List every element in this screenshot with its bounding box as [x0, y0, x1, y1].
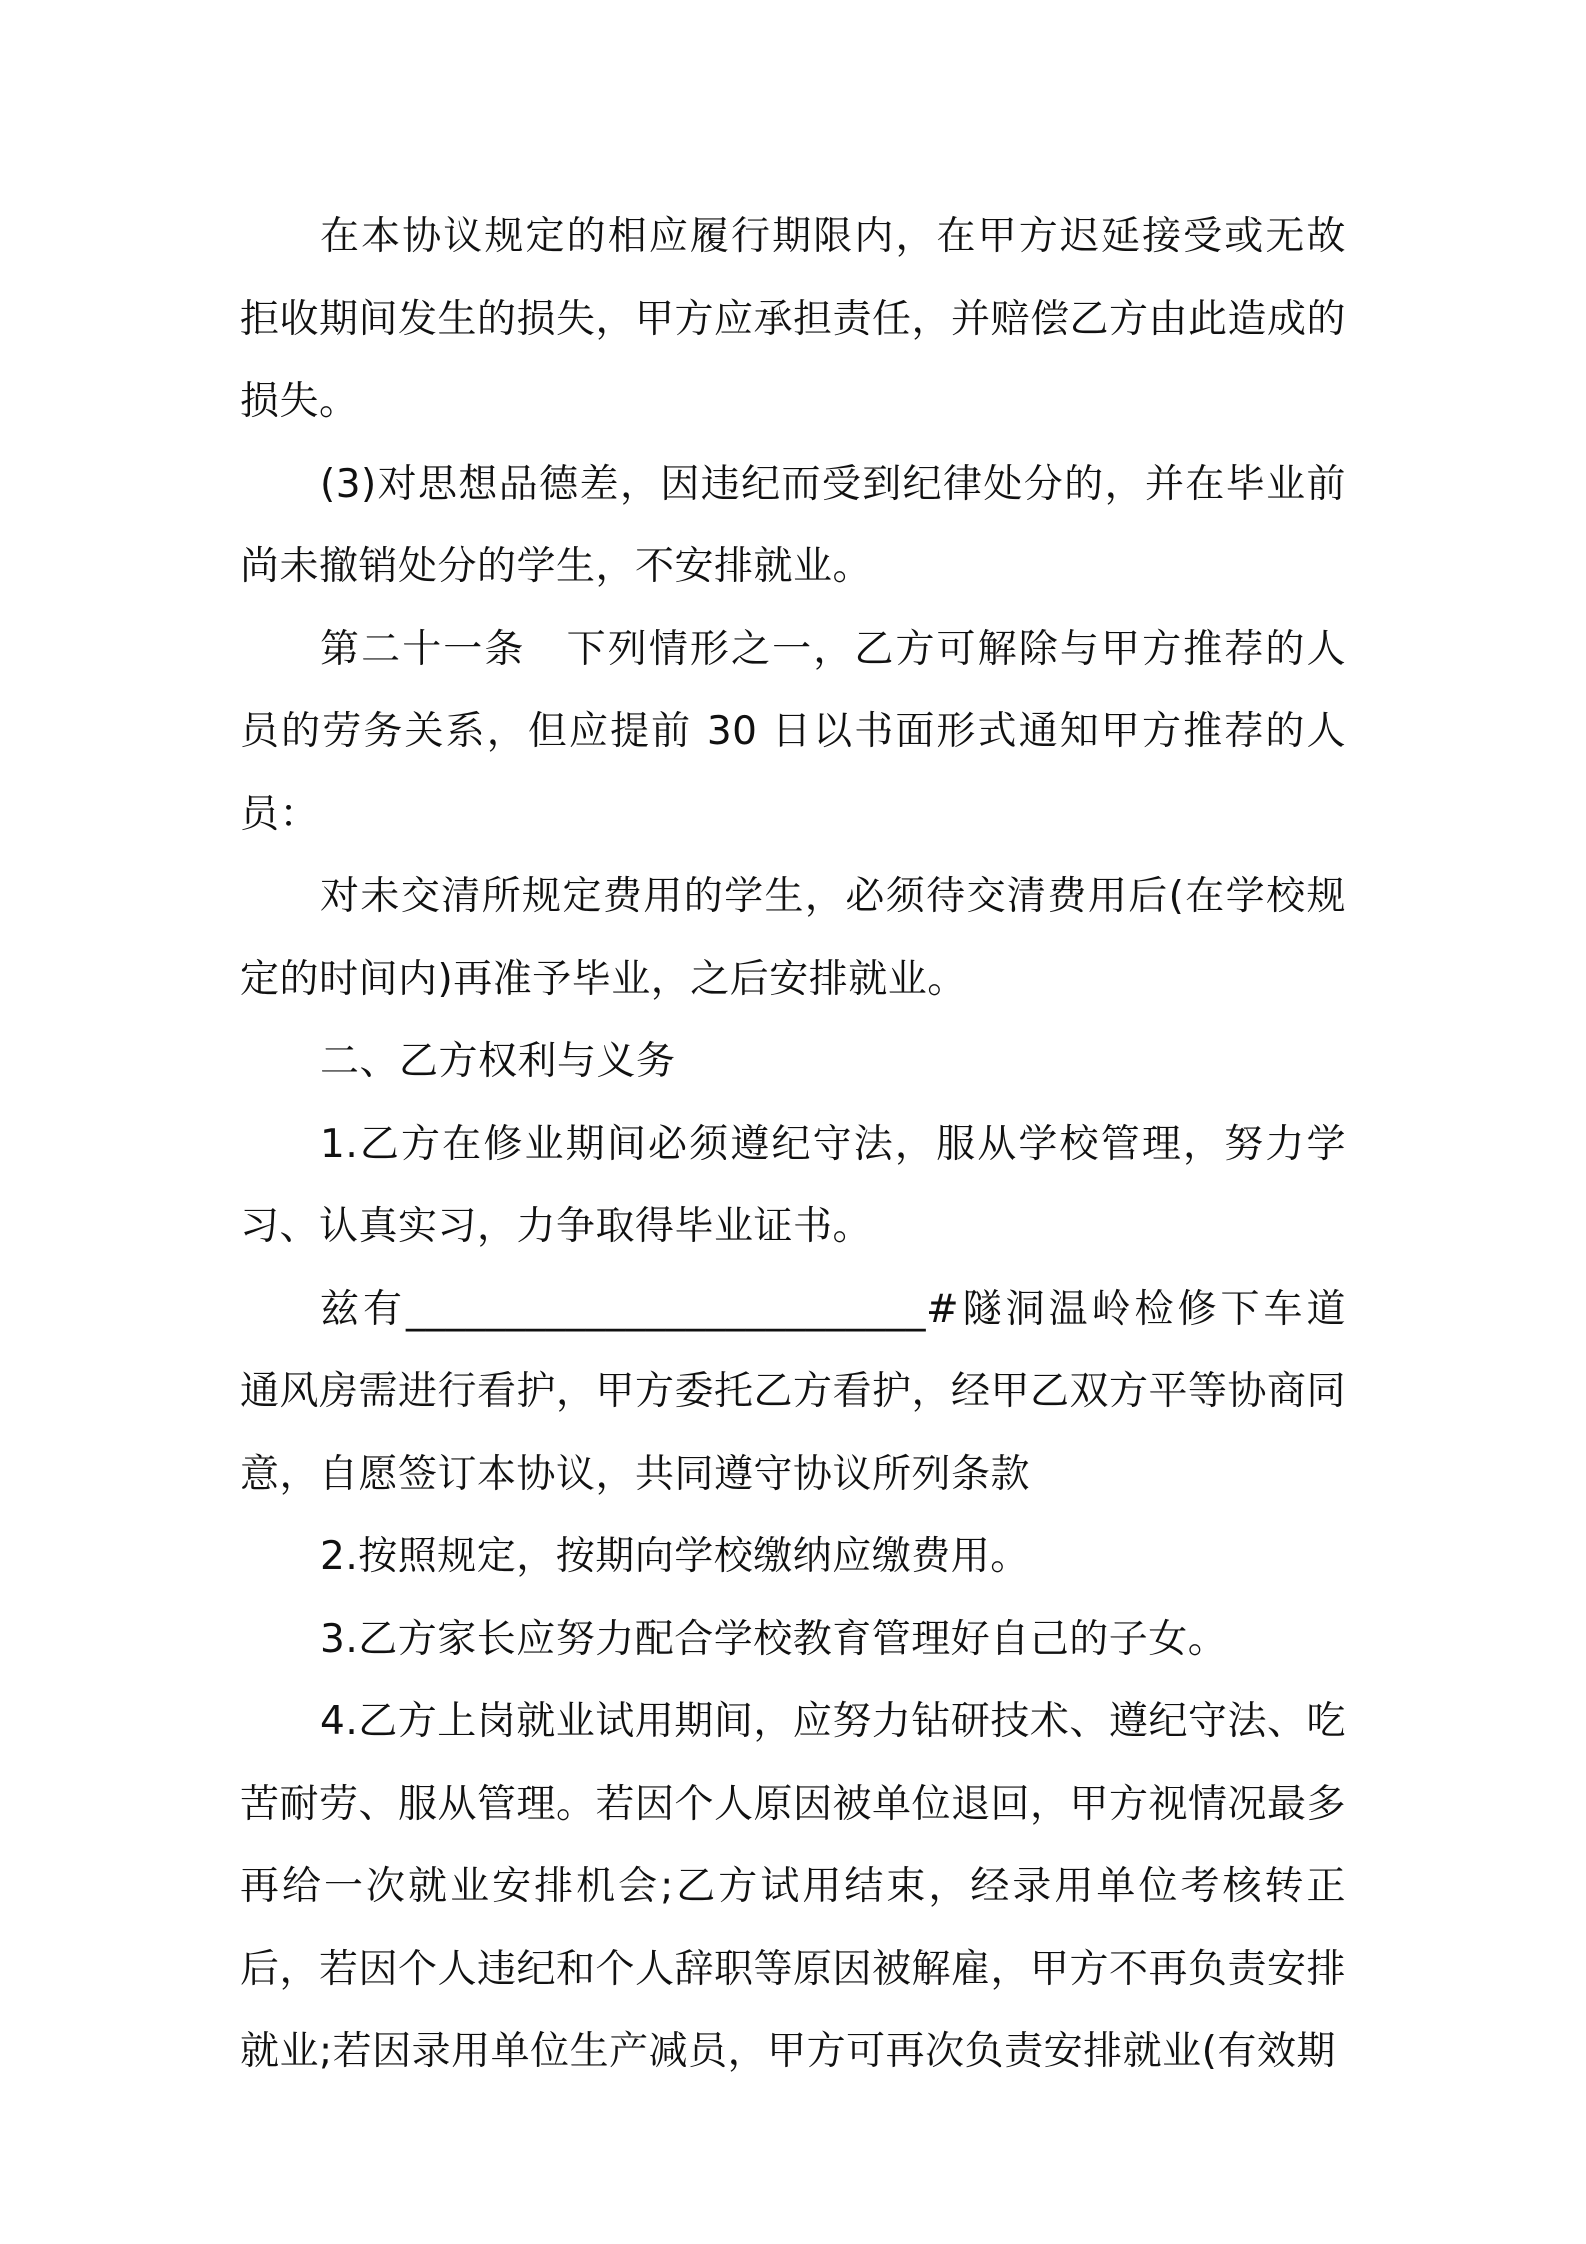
paragraph-item-1: 1.乙方在修业期间必须遵纪守法，服从学校管理，努力学习、认真实习，力争取得毕业证书。: [240, 1121, 1346, 1249]
paragraph-item-2: 2.按照规定，按期向学校缴纳应缴费用。: [320, 1534, 1030, 1579]
section-heading-rights-obligations: 二、乙方权利与义务: [320, 1039, 676, 1084]
paragraph-breach-liability: 在本协议规定的相应履行期限内，在甲方迟延接受或无故拒收期间发生的损失，甲方应承担责任，并赔偿乙方由此造成的损失。: [240, 214, 1347, 424]
paragraph-disciplinary-clause: (3)对思想品德差，因违纪而受到纪律处分的，并在毕业前尚未撤销处分的学生，不安排就业。: [240, 461, 1346, 589]
paragraph-item-4: 4.乙方上岗就业试用期间，应努力钻研技术、遵纪守法、吃苦耐劳、服从管理。若因个人原因被单位退回，甲方视情况最多再给一次就业安排机会;乙方试用结束，经录用单位考核转正后，若因个人违纪和个人辞职等原因被解雇，甲方不再负责安排就业;若因录用单位生产减员，甲方可再次负责安排就业(有效期: [240, 1699, 1347, 2074]
paragraph-item-3: 3.乙方家长应努力配合学校教育管理好自己的子女。: [320, 1616, 1228, 1662]
paragraph-unpaid-fees: 对未交清所规定费用的学生，必须待交清费用后(在学校规定的时间内)再准予毕业，之后安排就业。: [240, 874, 1346, 1002]
paragraph-tunnel-agreement: 兹有__________________________#隧洞温岭检修下车道通风房需进行看护，甲方委托乙方看护，经甲乙双方平等协商同意，自愿签订本协议，共同遵守协议所列条款: [240, 1286, 1347, 1497]
paragraph-article-21: 第二十一条 下列情形之一，乙方可解除与甲方推荐的人员的劳务关系，但应提前 30 日以书面形式通知甲方推荐的人员：: [240, 626, 1346, 837]
document-body: [240, 196, 1346, 2094]
